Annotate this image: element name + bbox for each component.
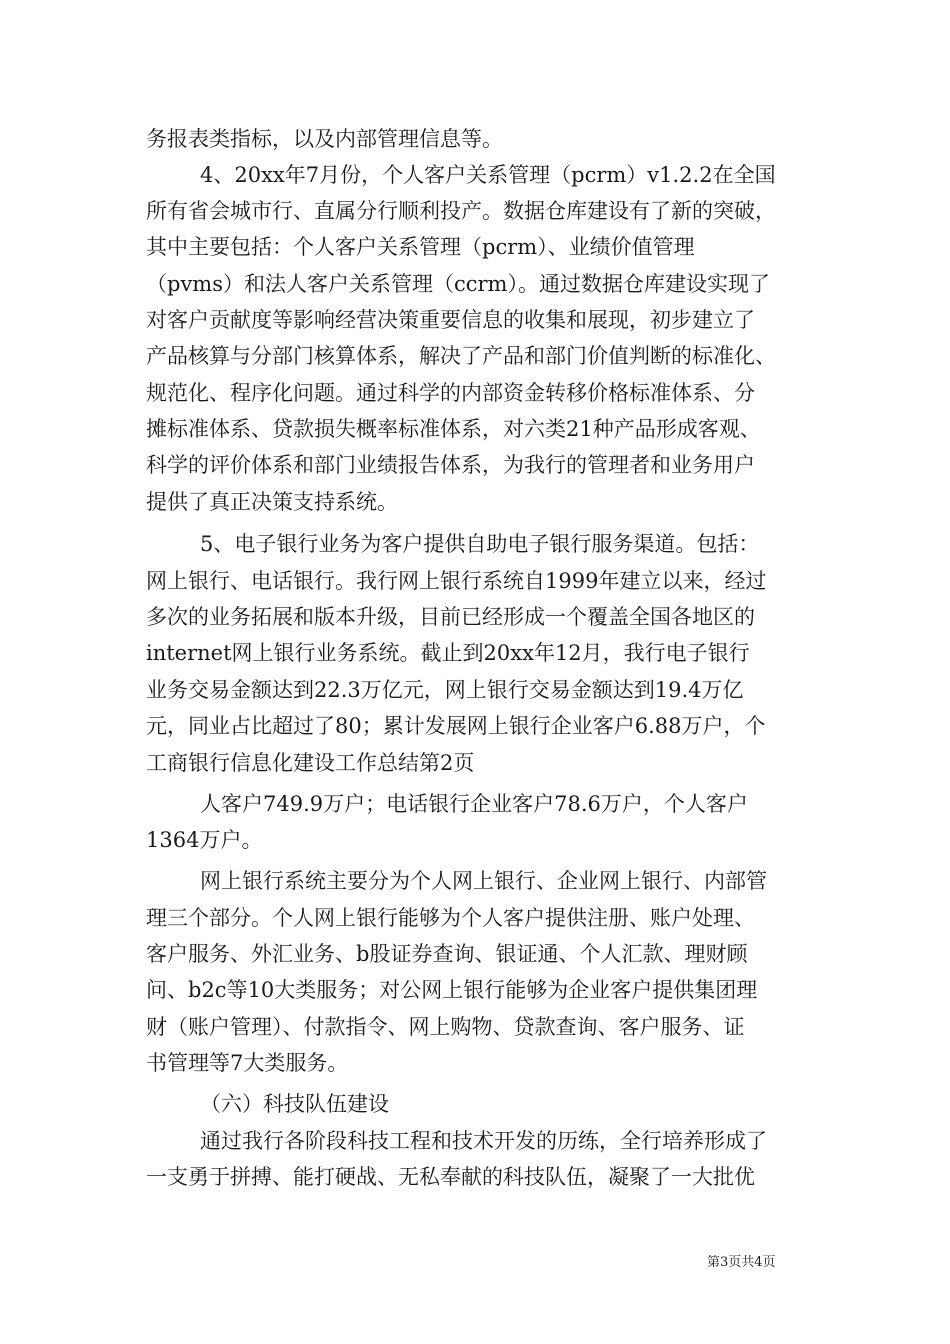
text-line: 科学的评价体系和部门业绩报告体系，为我行的管理者和业务用户 [146,453,755,477]
text-line: 对客户贡献度等影响经营决策重要信息的收集和展现，初步建立了 [146,308,755,332]
text-line: 所有省会城市行、直属分行顺利投产。数据仓库建设有了新的突破， [146,199,776,223]
text-line: 1364万户。 [146,828,263,852]
text-line: 5、电子银行业务为客户提供自助电子银行服务渠道。包括： [200,532,760,556]
running-title: 工商银行信息化建设工作总结第2页 [146,751,475,775]
text-line: 客户服务、外汇业务、b股证券查询、银证通、个人汇款、理财顾 [146,942,748,966]
text-line: 理三个部分。个人网上银行能够为个人客户提供注册、账户处理、 [146,906,755,930]
text-line: 通过我行各阶段科技工程和技术开发的历练，全行培养形成了 [200,1129,767,1153]
text-line: 产品核算与分部门核算体系，解决了产品和部门价值判断的标准化、 [146,344,776,368]
text-line: 一支勇于拼搏、能打硬战、无私奉献的科技队伍，凝聚了一大批优 [146,1165,755,1189]
text-line: （pvms）和法人客户关系管理（ccrm）。通过数据仓库建设实现了 [146,272,770,296]
text-line: 书管理等7大类服务。 [146,1051,349,1075]
text-line: 务报表类指标，以及内部管理信息等。 [146,127,503,151]
section-heading: （六）科技队伍建设 [200,1092,389,1116]
text-line: 人客户749.9万户；电话银行企业客户78.6万户，个人客户 [200,792,748,816]
text-line: 网上银行系统主要分为个人网上银行、企业网上银行、内部管 [200,869,767,893]
text-line: internet网上银行业务系统。截止到20xx年12月，我行电子银行 [146,641,750,665]
text-line: 业务交易金额达到22.3万亿元，网上银行交易金额达到19.4万亿 [146,678,744,702]
text-line: 规范化、程序化问题。通过科学的内部资金转移价格标准体系、分 [146,381,755,405]
text-line: 其中主要包括：个人客户关系管理（pcrm）、业绩价值管理 [146,235,695,259]
page-number: 第3页共4页 [707,1255,776,1270]
text-line: 元，同业占比超过了80；累计发展网上银行企业客户6.88万户，个 [146,714,766,738]
text-line: 摊标准体系、贷款损失概率标准体系，对六类21种产品形成客观、 [146,417,761,441]
text-line: 网上银行、电话银行。我行网上银行系统自1999年建立以来，经过 [146,569,767,593]
text-line: 问、b2c等10大类服务；对公网上银行能够为企业客户提供集团理 [146,978,758,1002]
text-line: 多次的业务拓展和版本升级，目前已经形成一个覆盖全国各地区的 [146,605,755,629]
text-line: 财（账户管理）、付款指令、网上购物、贷款查询、客户服务、证 [146,1015,745,1039]
text-line: 4、20xx年7月份，个人客户关系管理（pcrm）v1.2.2在全国 [200,163,776,187]
text-line: 提供了真正决策支持系统。 [146,490,398,514]
